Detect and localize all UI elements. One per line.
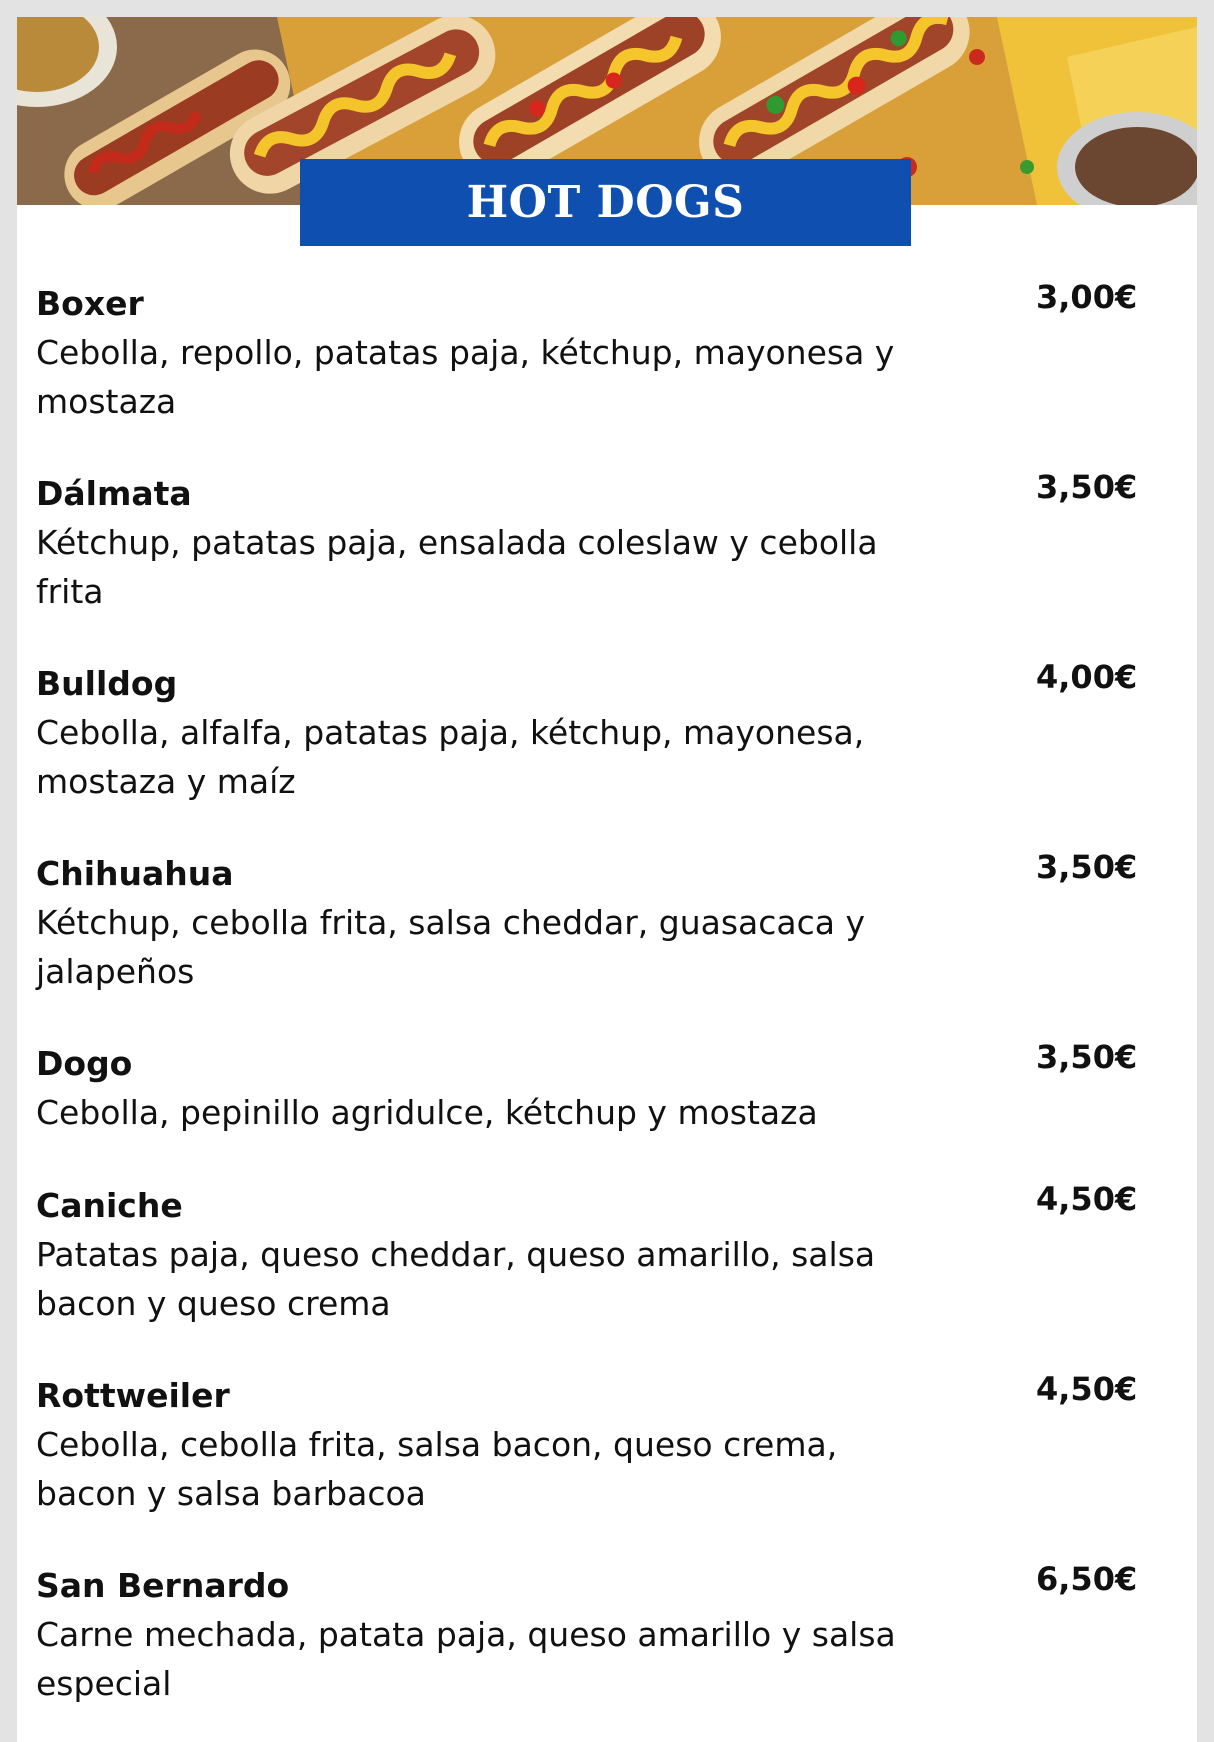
- item-price: 3,00€: [1036, 278, 1138, 316]
- menu-card: [17, 17, 1197, 1742]
- item-name: Boxer: [36, 284, 144, 323]
- item-description: Cebolla, repollo, patatas paja, kétchup, mayonesa y mostaza: [36, 333, 895, 421]
- item-name: Bulldog: [36, 664, 178, 703]
- item-price: 3,50€: [1036, 468, 1138, 506]
- item-name: Dogo: [36, 1044, 133, 1083]
- menu-item-dalmata: [36, 469, 1176, 616]
- item-price: 4,50€: [1036, 1370, 1138, 1408]
- item-description: Kétchup, patatas paja, ensalada coleslaw y cebolla frita: [36, 523, 878, 611]
- menu-item-chihuahua: [36, 849, 1176, 996]
- menu-item-dogo: [36, 1039, 1176, 1137]
- item-name: San Bernardo: [36, 1566, 290, 1605]
- item-description: Patatas paja, queso cheddar, queso amarillo, salsa bacon y queso crema: [36, 1235, 876, 1323]
- item-description: Cebolla, alfalfa, patatas paja, kétchup, mayonesa, mostaza y maíz: [36, 713, 865, 801]
- item-description: Cebolla, pepinillo agridulce, kétchup y mostaza: [36, 1093, 818, 1132]
- item-price: 3,50€: [1036, 848, 1138, 886]
- item-name: Dálmata: [36, 474, 192, 513]
- item-price: 4,00€: [1036, 658, 1138, 696]
- section-title: HOT DOGS: [466, 176, 745, 228]
- menu-item-rottweiler: [36, 1371, 1176, 1518]
- item-name: Chihuahua: [36, 854, 234, 893]
- item-price: 4,50€: [1036, 1180, 1138, 1218]
- item-price: 3,50€: [1036, 1038, 1138, 1076]
- item-description: Carne mechada, patata paja, queso amarillo y salsa especial: [36, 1615, 896, 1703]
- menu-item-san-bernardo: [36, 1561, 1176, 1708]
- item-price: 6,50€: [1036, 1560, 1138, 1598]
- menu-list: [17, 17, 1197, 1742]
- menu-item-caniche: [36, 1181, 1176, 1328]
- menu-item-boxer: [36, 279, 1176, 426]
- item-name: Rottweiler: [36, 1376, 230, 1415]
- item-name: Caniche: [36, 1186, 183, 1225]
- menu-item-bulldog: [36, 659, 1176, 806]
- item-description: Cebolla, cebolla frita, salsa bacon, queso crema, bacon y salsa barbacoa: [36, 1425, 838, 1513]
- item-description: Kétchup, cebolla frita, salsa cheddar, guasacaca y jalapeños: [36, 903, 866, 991]
